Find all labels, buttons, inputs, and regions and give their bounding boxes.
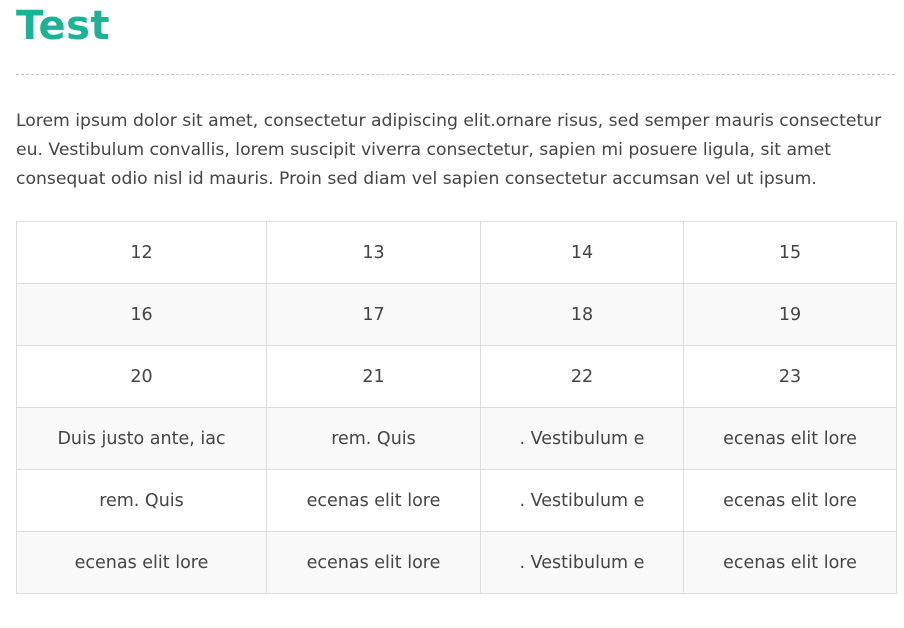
table-cell: ecenas elit lore	[684, 532, 897, 594]
table-row	[17, 470, 897, 532]
table-cell: ecenas elit lore	[267, 532, 481, 594]
table-row	[17, 408, 897, 470]
table-cell: rem. Quis	[17, 470, 267, 532]
table-cell: 23	[684, 346, 897, 408]
table-row	[17, 346, 897, 408]
table-cell: 18	[481, 284, 684, 346]
table-row	[17, 284, 897, 346]
table-cell: . Vestibulum e	[481, 408, 684, 470]
table-cell: 20	[17, 346, 267, 408]
table-cell: 13	[267, 222, 481, 284]
table-cell: ecenas elit lore	[17, 532, 267, 594]
table-cell: 12	[17, 222, 267, 284]
table-cell: 22	[481, 346, 684, 408]
page-content	[16, 0, 895, 594]
table-cell: ecenas elit lore	[267, 470, 481, 532]
data-table	[16, 221, 897, 594]
intro-paragraph: Lorem ipsum dolor sit amet, consectetur adipiscing elit.ornare risus, sed semper mauris consectetur eu. Vestibulum convallis, lorem suscipit viverra consectetur, sapien mi posuere ligula, sit amet consequat odio nisl id mauris. Proin sed diam vel sapien consectetur accumsan vel ut ipsum.	[16, 111, 882, 189]
table-cell: . Vestibulum e	[481, 470, 684, 532]
table-cell: 16	[17, 284, 267, 346]
table-cell: ecenas elit lore	[684, 408, 897, 470]
title-divider	[16, 74, 895, 75]
table-cell: rem. Quis	[267, 408, 481, 470]
table-row	[17, 222, 897, 284]
table-cell: . Vestibulum e	[481, 532, 684, 594]
table-cell: 14	[481, 222, 684, 284]
table-row	[17, 532, 897, 594]
table-cell: 17	[267, 284, 481, 346]
table-cell: ecenas elit lore	[684, 470, 897, 532]
page-title: Test	[16, 3, 111, 49]
table-cell: Duis justo ante, iac	[17, 408, 267, 470]
table-cell: 21	[267, 346, 481, 408]
table-cell: 19	[684, 284, 897, 346]
table-cell: 15	[684, 222, 897, 284]
